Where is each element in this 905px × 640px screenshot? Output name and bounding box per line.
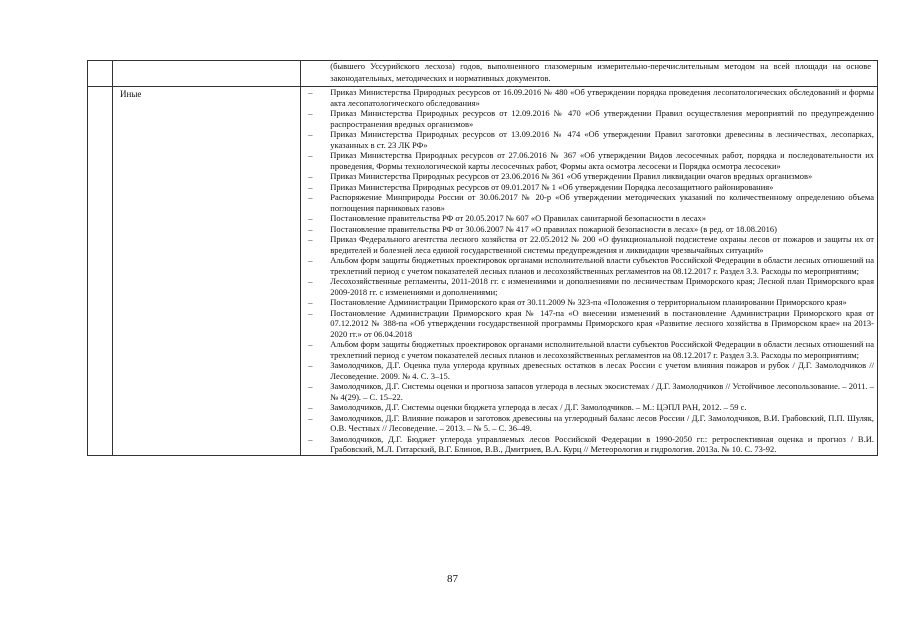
list-marker: – bbox=[308, 150, 313, 160]
list-item bbox=[308, 413, 874, 434]
list-item bbox=[308, 434, 874, 455]
list-marker: – bbox=[308, 381, 313, 391]
list-item bbox=[308, 276, 874, 297]
list-item-text: Распоряжение Минприроды России от 30.06.2017 № 20-р «Об утверждении методических указаний по количественному определению объема поглощения парниковых газов» bbox=[330, 192, 874, 213]
list-item-text: Приказ Министерства Природных ресурсов от 09.01.2017 № 1 «Об утверждении Порядка лесозащитного районирования» bbox=[330, 181, 774, 192]
category-label: Иные bbox=[120, 89, 142, 99]
list-marker: – bbox=[308, 360, 313, 370]
list-item-text: Постановление Администрации Приморского края от 30.11.2009 № 323-па «Положения о территориальном планировании Приморского края» bbox=[330, 297, 847, 307]
list-marker: – bbox=[308, 171, 313, 181]
list-item bbox=[308, 234, 874, 255]
list-item-text: Постановление правительства РФ от 20.05.2017 № 607 «О Правилах санитарной безопасности в лесах» bbox=[330, 213, 706, 223]
list-item-text: Замолодчиков, Д.Г. Системы оценки и прогноза запасов углерода в лесных экосистемах / Д.Г. Замолодчиков // Устойчивое лесопользование. – 2011. – № 4(29). – С. 15–22. bbox=[330, 381, 874, 402]
list-item-text: Приказ Министерства Природных ресурсов от 27.06.2016 № 367 «Об утверждении Видов лесосечных работ, порядка и последовательности их проведения, Формы технологической карты лесосечных работ, Формы акта осмотра лесосеки и Порядка осмотра лесосеки» bbox=[330, 150, 874, 171]
list-marker: – bbox=[308, 213, 313, 223]
list-item-text: Замолодчиков, Д.Г. Бюджет углерода управляемых лесов Российской Федерации в 1990-2050 гг.: ретроспективная оценка и прогноз / В.И. Грабовский, М.Л. Гитарский, В.Г. Блинов, В.В., Дмитриев, В.А. Курц // Метеорология и гидрология. 2013a. № 10. С. 73-92. bbox=[330, 433, 874, 454]
list-item bbox=[308, 171, 874, 182]
list-item bbox=[308, 108, 874, 129]
list-marker: – bbox=[308, 307, 313, 318]
list-item-text: Приказ Министерства Природных ресурсов от 16.09.2016 № 480 «Об утверждении порядка проведения лесопатологических обследований и формы акта лесопатологического обследования» bbox=[330, 87, 874, 108]
list-marker: – bbox=[308, 129, 313, 139]
list-item-text: Постановление Администрации Приморского края № 147-па «О внесении изменений в постановление Администрации Приморского края от 07.12.2012 № 388-па «Об утверждении государственной программы Приморского края «Развитие лесного хозяйства в Приморском крае» на 2013-2020 гг.» от 06.04.2018 bbox=[330, 307, 874, 339]
list-item bbox=[308, 255, 874, 276]
table-row bbox=[88, 61, 878, 87]
list-marker: – bbox=[308, 87, 313, 97]
category-cell bbox=[113, 61, 301, 87]
list-item bbox=[308, 381, 874, 402]
list-item bbox=[308, 402, 874, 413]
list-item bbox=[308, 182, 874, 193]
list-item bbox=[308, 224, 874, 235]
list-item bbox=[308, 192, 874, 213]
list-marker: – bbox=[308, 192, 313, 202]
list-item-text: Приказ Министерства Природных ресурсов от 23.06.2016 № 361 «Об утверждении Правил ликвидации очагов вредных организмов» bbox=[330, 171, 813, 181]
category-cell bbox=[113, 87, 301, 456]
list-marker: – bbox=[308, 339, 313, 349]
list-marker: – bbox=[308, 412, 313, 423]
row-number-cell bbox=[88, 61, 113, 87]
list-item bbox=[308, 339, 874, 360]
list-marker: – bbox=[308, 255, 313, 265]
list-marker: – bbox=[308, 223, 313, 234]
list-item bbox=[308, 308, 874, 340]
list-item bbox=[308, 87, 874, 108]
list-marker: – bbox=[308, 402, 313, 412]
list-item bbox=[308, 297, 874, 308]
list-marker: – bbox=[308, 276, 313, 286]
list-item-text: Приказ Федерального агентства лесного хозяйства от 22.05.2012 № 200 «О функциональной подсистеме охраны лесов от пожаров и защиты их от вредителей и болезней леса единой государственной системы предупреждения и ликвидации чрезвычайных ситуаций» bbox=[330, 234, 874, 255]
table-row bbox=[88, 87, 878, 456]
references-table bbox=[87, 60, 878, 456]
list-item-text: Приказ Министерства Природных ресурсов от 12.09.2016 № 470 «Об утверждении Правил осуществления мероприятий по предупреждению распространения вредных организмов» bbox=[330, 108, 874, 129]
list-item-text: Приказ Министерства Природных ресурсов от 13.09.2016 № 474 «Об утверждении Правил заготовки древесины в лесничествах, лесопарках, указанных в ст. 23 ЛК РФ» bbox=[330, 129, 874, 150]
list-item-text: Лесохозяйственные регламенты, 2011-2018 гг. с изменениями и дополнениями по лесничествам Приморского края; Лесной план Приморского края 2009-2018 гг. с изменениями и дополнениями; bbox=[330, 276, 874, 297]
list-marker: – bbox=[308, 297, 313, 307]
list-item-text: Замолодчиков, Д.Г. Системы оценки бюджета углерода в лесах / Д.Г. Замолодчиков. – М.: ЦЭПЛ РАН, 2012. – 59 с. bbox=[330, 402, 747, 412]
list-marker: – bbox=[308, 433, 313, 444]
row-number-cell bbox=[88, 87, 113, 456]
list-item-text: Замолодчиков, Д.Г. Влияние пожаров и заготовок древесины на углеродный баланс лесов России / Д.Г. Замолодчиков, В.И. Грабовский, П.П. Шуляк, О.В. Честных // Лесоведение. – 2013. – № 5. – С. 36–49. bbox=[330, 412, 874, 433]
references-cell bbox=[301, 87, 878, 456]
list-marker: – bbox=[308, 181, 313, 192]
list-marker: – bbox=[308, 234, 313, 244]
list-item bbox=[308, 213, 874, 224]
list-item-text: Альбом форм защиты бюджетных проектировок органами исполнительной власти субъектов Российской Федерации в области лесных отношений на трехлетний период с учетом показателей лесных планов и лесохозяйственных регламентов на 08.12.2017 г. Раздел 3.3. Расходы по мероприятиям; bbox=[330, 255, 874, 276]
list-item bbox=[308, 129, 874, 150]
continuation-cell bbox=[301, 61, 878, 87]
continuation-text: (бывшего Уссурийского лесхоза) годов, выполненного глазомерным измерительно-перечислительным методом на всей площади на основе законодательных, методических и нормативных документов. bbox=[330, 61, 871, 83]
page-number: 87 bbox=[447, 573, 458, 585]
list-item bbox=[308, 150, 874, 171]
list-item-text: Постановление правительства РФ от 30.06.2007 № 417 «О правилах пожарной безопасности в лесах» (в ред. от 18.08.2016) bbox=[330, 223, 777, 234]
list-marker: – bbox=[308, 108, 313, 118]
list-item-text: Замолодчиков, Д.Г. Оценка пула углерода крупных древесных остатков в лесах России с учетом влияния пожаров и рубок / Д.Г. Замолодчиков // Лесоведение. 2009. № 4. С. 3–15. bbox=[330, 360, 874, 381]
list-item bbox=[308, 360, 874, 381]
references-list bbox=[301, 87, 877, 455]
list-item-text: Альбом форм защиты бюджетных проектировок органами исполнительной власти субъектов Российской Федерации в области лесных отношений на трехлетний период с учетом показателей лесных планов и лесохозяйственных регламентов на 08.12.2017 г. Раздел 3.3. Расходы по мероприятиям; bbox=[330, 339, 874, 360]
